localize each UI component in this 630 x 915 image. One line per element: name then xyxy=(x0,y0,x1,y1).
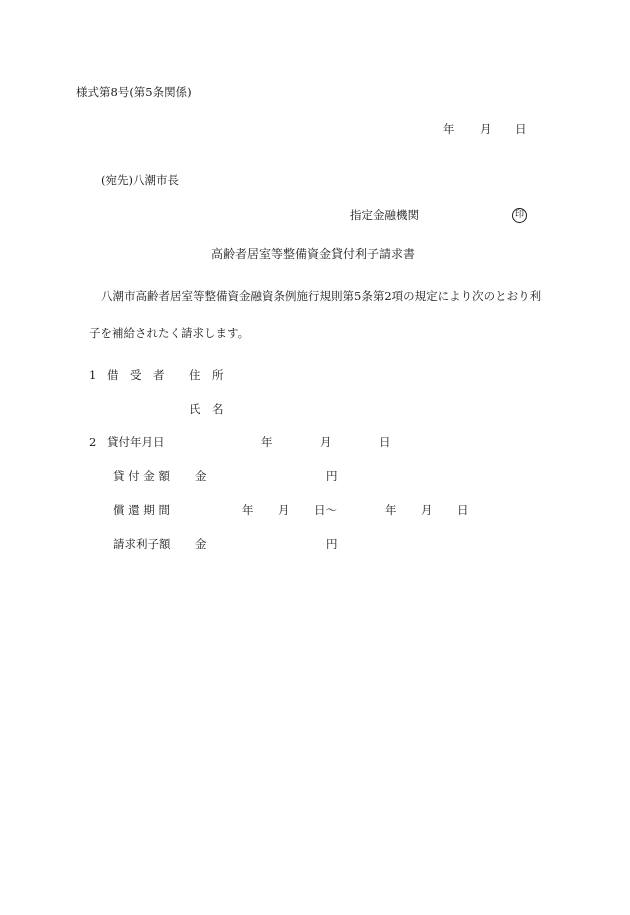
date-month-label: 月 xyxy=(480,122,492,136)
loan-amount-label: 貸 付 金 額 xyxy=(113,469,170,483)
period-to-day: 日 xyxy=(457,503,469,517)
item1-name-label: 氏 名 xyxy=(189,402,224,416)
date-year-label: 年 xyxy=(443,122,455,136)
institution-label: 指定金融機関 xyxy=(350,208,419,222)
period-from-day: 日〜 xyxy=(314,503,337,517)
interest-amount-label: 請求利子額 xyxy=(113,537,171,551)
document-title: 高齢者居室等整備資金貸付利子請求書 xyxy=(211,247,416,261)
addressee: (宛先)八潮市長 xyxy=(101,173,179,187)
loan-amount-prefix: 金 xyxy=(195,469,207,483)
body-line-2: 子を補給されたく請求します。 xyxy=(89,326,250,340)
item1-number: 1 xyxy=(89,368,97,382)
loan-date-year: 年 xyxy=(261,435,273,449)
date-day-label: 日 xyxy=(515,122,527,136)
period-to-month: 月 xyxy=(421,503,433,517)
repayment-period-label: 償 還 期 間 xyxy=(113,503,170,517)
period-from-month: 月 xyxy=(278,503,290,517)
item2-number: 2 xyxy=(89,435,97,449)
interest-amount-prefix: 金 xyxy=(195,537,207,551)
item1-borrower-label: 借 受 者 xyxy=(107,368,165,382)
period-to-year: 年 xyxy=(385,503,397,517)
interest-amount-unit: 円 xyxy=(326,537,338,551)
loan-date-label: 貸付年月日 xyxy=(107,435,165,449)
period-from-year: 年 xyxy=(242,503,254,517)
loan-date-day: 日 xyxy=(379,435,391,449)
loan-date-month: 月 xyxy=(320,435,332,449)
form-number: 様式第8号(第5条関係) xyxy=(76,85,192,99)
loan-amount-unit: 円 xyxy=(326,469,338,483)
item1-address-label: 住 所 xyxy=(189,368,224,382)
seal-mark: 印 xyxy=(512,208,527,223)
body-line-1: 八潮市高齢者居室等整備資金融資条例施行規則第5条第2項の規定により次のとおり利 xyxy=(101,289,542,303)
